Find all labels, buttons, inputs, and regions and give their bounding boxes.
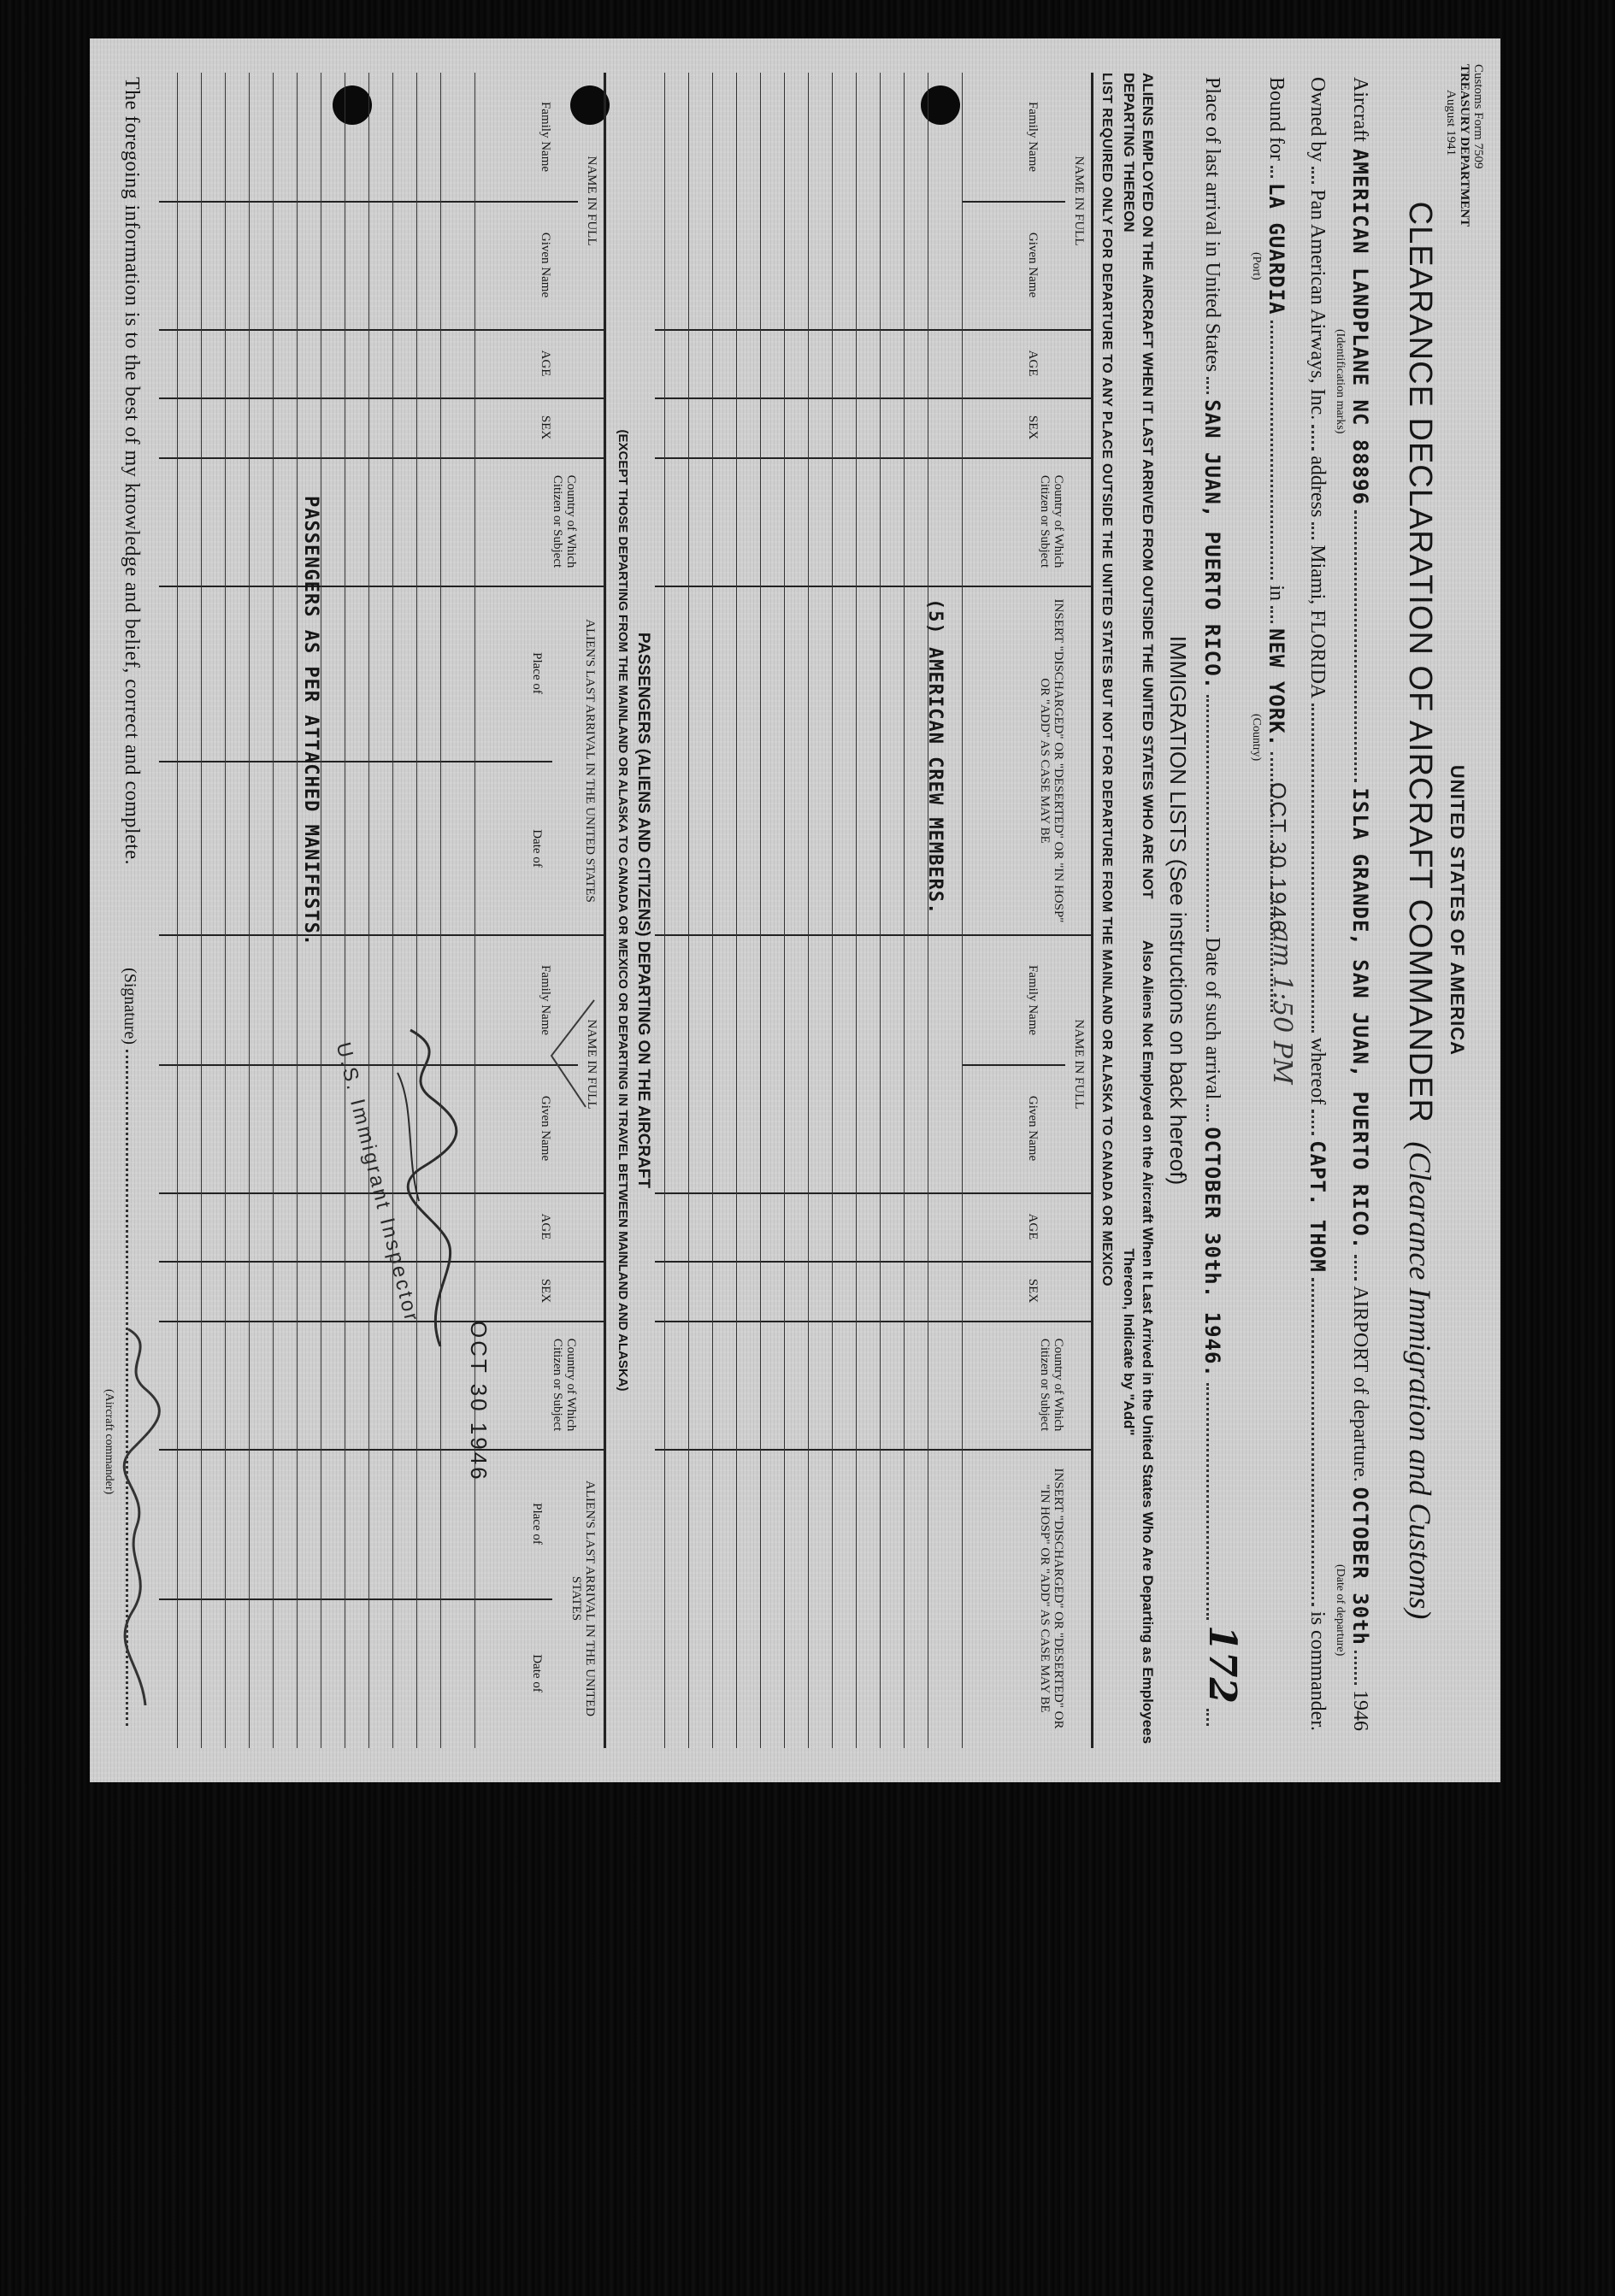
table-rule-line bbox=[808, 936, 809, 1748]
table-rule-line bbox=[416, 73, 417, 936]
table-rule-line bbox=[249, 73, 250, 936]
whereof-label: whereof bbox=[1306, 1037, 1329, 1105]
arrival-date-label: Date of such arrival bbox=[1201, 937, 1223, 1100]
pax-right-country: Country of Which Citizen or Subject bbox=[551, 1338, 578, 1432]
dotted-leader bbox=[1354, 510, 1360, 782]
passenger-table-left bbox=[159, 73, 606, 947]
table-rule-line bbox=[904, 73, 905, 936]
table-rule-line bbox=[832, 936, 833, 1748]
crew-right-name-in-full: NAME IN FULL bbox=[1072, 1019, 1086, 1110]
crew-table-left bbox=[655, 73, 1093, 936]
crew-right-insert: INSERT "DISCHARGED" OR "DESERTED" OR "IN HOSP" OR "ADD" AS CASE MAY BE bbox=[1038, 1468, 1065, 1729]
last-arrival-value: SAN JUAN, PUERTO RICO. bbox=[1200, 399, 1224, 691]
crew-age: AGE bbox=[1026, 350, 1040, 377]
crew-check-mark bbox=[526, 996, 603, 1116]
page-title bbox=[1401, 38, 1439, 1782]
list-note: LIST REQUIRED ONLY FOR DEPARTURE TO ANY PLACE OUTSIDE THE UNITED STATES BUT NOT FOR DEPARTURE FROM THE MAINLAND OR ALASKA TO CANADA OR MEXICO bbox=[1099, 73, 1114, 1286]
commander-value: CAPT. THOM bbox=[1306, 1140, 1329, 1273]
departure-date-hint: (Date of departure) bbox=[1334, 1564, 1347, 1657]
commander-suffix: is commander. bbox=[1306, 1611, 1329, 1731]
pax-sex: SEX bbox=[539, 415, 552, 440]
table-rule-line bbox=[201, 936, 202, 1748]
dotted-leader bbox=[1311, 704, 1317, 1032]
aliens-heading-left: ALIENS EMPLOYED ON THE AIRCRAFT WHEN IT LAST ARRIVED FROM OUTSIDE THE UNITED STATES WHO ARE NOT DEPARTING THEREON bbox=[1121, 73, 1156, 899]
pax-family-name: Family Name bbox=[539, 101, 552, 173]
crew-table-right bbox=[655, 936, 1093, 1748]
table-rule-line bbox=[856, 73, 857, 936]
pax-name-in-full: NAME IN FULL bbox=[585, 156, 598, 246]
crew-right-age: AGE bbox=[1026, 1213, 1040, 1240]
table-rule-line bbox=[368, 936, 369, 1748]
dotted-leader bbox=[1354, 1255, 1360, 1280]
table-rule-line bbox=[736, 73, 737, 936]
table-rule-line bbox=[225, 936, 226, 1748]
table-rule-line bbox=[904, 936, 905, 1748]
pax-right-given-name: Given Name bbox=[539, 1095, 552, 1162]
table-rule-line bbox=[392, 73, 393, 936]
table-rule-line bbox=[856, 936, 857, 1748]
pax-right-date-of: Date of bbox=[530, 1654, 544, 1693]
crew-country: Country of Which Citizen or Subject bbox=[1038, 474, 1065, 568]
aircraft-hint: (Identification marks) bbox=[1334, 329, 1347, 434]
table-rule-line bbox=[273, 936, 274, 1748]
table-rule-line bbox=[760, 936, 761, 1748]
dotted-leader bbox=[1206, 377, 1212, 394]
address-value: Miami, FLORIDA bbox=[1306, 545, 1329, 699]
pax-age: AGE bbox=[539, 350, 552, 377]
table-rule-line bbox=[249, 936, 250, 1748]
table-rule-line bbox=[201, 73, 202, 936]
table-rule-line bbox=[832, 73, 833, 936]
dotted-leader bbox=[1311, 1278, 1317, 1606]
aircraft-line bbox=[1348, 77, 1372, 1731]
crew-sex: SEX bbox=[1026, 415, 1040, 440]
pax-right-last-arrival: ALIEN'S LAST ARRIVAL IN THE UNITED STATES bbox=[569, 1481, 597, 1716]
pax-right-age: AGE bbox=[539, 1213, 552, 1240]
dotted-leader bbox=[1270, 606, 1276, 623]
crew-right-family-name: Family Name bbox=[1026, 964, 1040, 1036]
title-text: CLEARANCE DECLARATION OF AIRCRAFT COMMANDER bbox=[1402, 201, 1438, 1123]
table-rule-line bbox=[712, 73, 713, 936]
table-rule-line bbox=[664, 936, 665, 1748]
department: TREASURY DEPARTMENT bbox=[1458, 64, 1471, 227]
table-rule-line bbox=[273, 73, 274, 936]
crew-given-name: Given Name bbox=[1026, 232, 1040, 298]
table-rule-line bbox=[688, 73, 689, 936]
pax-place-of: Place of bbox=[530, 652, 544, 694]
arrival-date-value: OCTOBER 30th. 1946. bbox=[1200, 1127, 1224, 1378]
port-value: LA GUARDIA bbox=[1264, 183, 1288, 315]
airport-label: AIRPORT of departure. bbox=[1349, 1286, 1371, 1482]
dotted-leader bbox=[1206, 695, 1212, 932]
subtitle-text: (Clearance Immigration and Customs) bbox=[1403, 1141, 1437, 1620]
crew-entry: (5) AMERICAN CREW MEMBERS. bbox=[924, 598, 946, 915]
last-arrival-label: Place of last arrival in United States bbox=[1201, 77, 1223, 373]
form-number: Customs Form 7509 bbox=[1471, 64, 1485, 169]
pax-last-arrival: ALIEN'S LAST ARRIVAL IN THE UNITED STATES bbox=[583, 619, 597, 903]
dotted-leader bbox=[1311, 522, 1317, 539]
pax-right-sex: SEX bbox=[539, 1278, 552, 1304]
clearance-declaration-form bbox=[90, 38, 1500, 1782]
passengers-subheading: (EXCEPT THOSE DEPARTING FROM THE MAINLAND OR ALASKA TO CANADA OR MEXICO OR DEPARTING IN TRAVEL BETWEEN MAINLAND AND ALASKA) bbox=[616, 429, 630, 1392]
crew-right-given-name: Given Name bbox=[1026, 1095, 1040, 1162]
form-date: August 1941 bbox=[1444, 90, 1458, 156]
immigration-heading: IMMIGRATION LISTS (See instructions on back hereof) bbox=[1165, 635, 1191, 1186]
crew-right-country: Country of Which Citizen or Subject bbox=[1038, 1338, 1065, 1432]
handwritten-time: am 1:50 PM bbox=[1267, 927, 1297, 1085]
pax-right-name-in-full: NAME IN FULL bbox=[585, 1019, 598, 1110]
inspector-signature bbox=[389, 1021, 492, 1363]
crew-right-sex: SEX bbox=[1026, 1278, 1040, 1304]
departure-date-value: OCTOBER 30th bbox=[1348, 1487, 1372, 1645]
owner-line bbox=[1306, 77, 1329, 1731]
airport-value: ISLA GRANDE, SAN JUAN, PUERTO RICO. bbox=[1348, 787, 1372, 1251]
table-rule-line bbox=[177, 73, 178, 936]
table-rule-line bbox=[297, 936, 298, 1748]
country-value: NEW YORK. bbox=[1264, 628, 1288, 748]
inspector-date-stamp: OCT 30 1946 bbox=[466, 1321, 492, 1482]
aircraft-value: AMERICAN LANDPLANE NC 88896 bbox=[1348, 148, 1372, 506]
pax-right-place-of: Place of bbox=[530, 1503, 544, 1545]
dotted-leader bbox=[1311, 425, 1317, 450]
owner-value: Pan American Airways, Inc. bbox=[1306, 189, 1329, 421]
received-date-stamp: OCT 30 1946 bbox=[1265, 782, 1291, 934]
crew-name-in-full: NAME IN FULL bbox=[1072, 156, 1086, 246]
dotted-leader bbox=[1311, 1110, 1317, 1135]
table-rule-line bbox=[880, 936, 881, 1748]
table-rule-line bbox=[297, 73, 298, 936]
table-rule-line bbox=[664, 73, 665, 936]
aliens-heading-right: Also Aliens Not Employed on the Aircraft When It Last Arrived in the United States Who Are Departing as Employees Thereon, Indicate by "Add" bbox=[1121, 939, 1156, 1745]
dotted-leader bbox=[1270, 321, 1276, 580]
table-rule-line bbox=[808, 73, 809, 936]
pax-given-name: Given Name bbox=[539, 232, 552, 298]
last-arrival-line bbox=[1200, 77, 1244, 1731]
table-rule-line bbox=[880, 73, 881, 936]
dotted-leader bbox=[1354, 1651, 1360, 1685]
address-label: address bbox=[1306, 456, 1329, 518]
dotted-leader bbox=[1206, 1709, 1212, 1726]
table-rule-line bbox=[440, 73, 441, 936]
bound-label: Bound for bbox=[1265, 77, 1288, 161]
table-rule-line bbox=[688, 936, 689, 1748]
dotted-leader bbox=[1206, 1104, 1212, 1122]
handwritten-number: 172 bbox=[1200, 1625, 1244, 1704]
country-hint: (Country) bbox=[1250, 714, 1263, 762]
table-rule-line bbox=[712, 936, 713, 1748]
country-heading: UNITED STATES OF AMERICA bbox=[1447, 764, 1468, 1057]
dotted-leader bbox=[1270, 166, 1276, 178]
passengers-entry: PASSENGERS AS PER ATTACHED MANIFESTS. bbox=[300, 496, 321, 947]
port-hint: (Port) bbox=[1250, 252, 1263, 280]
in-label: in bbox=[1265, 585, 1288, 602]
year-value: 1946 bbox=[1349, 1690, 1371, 1731]
table-rule-line bbox=[736, 936, 737, 1748]
table-rule-line bbox=[760, 73, 761, 936]
aircraft-label: Aircraft bbox=[1349, 77, 1371, 142]
table-rule-line bbox=[784, 936, 785, 1748]
table-rule-line bbox=[784, 73, 785, 936]
pax-date-of: Date of bbox=[530, 829, 544, 868]
inspector-stamp: U.S. Immigrant Inspector bbox=[331, 1039, 424, 1326]
dotted-leader bbox=[1206, 1383, 1212, 1620]
certification-text: The foregoing information is to the best of my knowledge and belief, correct and complete. bbox=[121, 77, 143, 866]
pax-right-family-name: Family Name bbox=[539, 964, 552, 1036]
owned-label: Owned by bbox=[1306, 77, 1329, 162]
commander-signature bbox=[115, 1321, 167, 1714]
crew-family-name: Family Name bbox=[1026, 101, 1040, 173]
signature-label: (Signature) bbox=[121, 968, 139, 1045]
dotted-leader bbox=[1311, 167, 1317, 184]
passengers-heading: PASSENGERS (ALIENS AND CITIZENS) DEPARTING ON THE AIRCRAFT bbox=[634, 632, 652, 1189]
crew-insert: INSERT "DISCHARGED" OR "DESERTED" OR "IN HOSP" OR "ADD" AS CASE MAY BE bbox=[1038, 598, 1065, 923]
table-rule-line bbox=[177, 936, 178, 1748]
signature-hint: (Aircraft commander) bbox=[103, 1389, 115, 1495]
table-rule-line bbox=[368, 73, 369, 936]
pax-country: Country of Which Citizen or Subject bbox=[551, 474, 578, 568]
table-rule-line bbox=[225, 73, 226, 936]
